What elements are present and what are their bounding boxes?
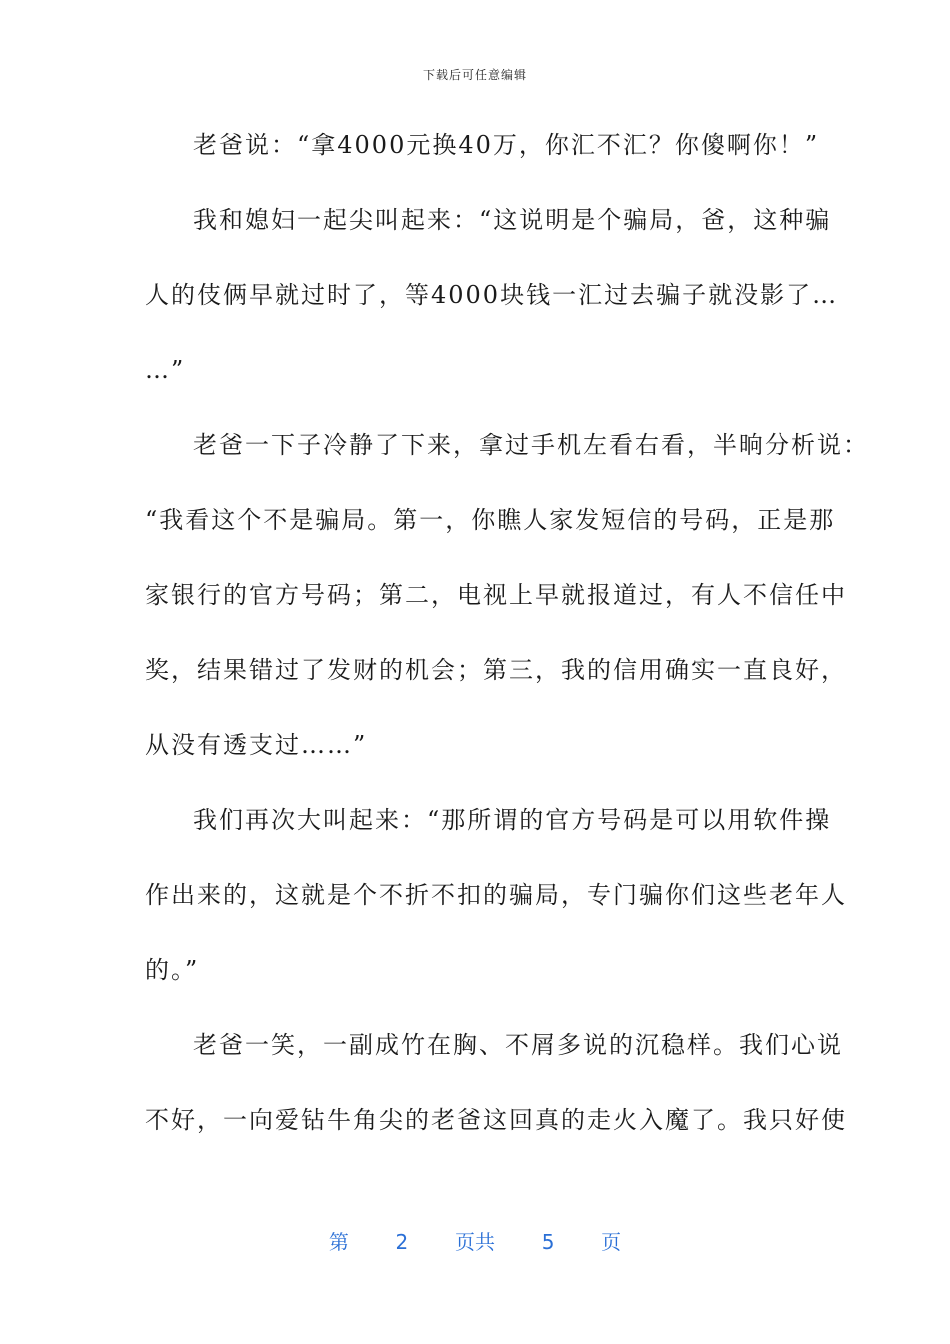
paragraph-line: 老爸说：“拿4000元换40万，你汇不汇？你傻啊你！” [193,131,820,159]
paragraph-line: 不好，一向爱钻牛角尖的老爸这回真的走火入魔了。我只好使 [145,1106,847,1134]
paragraph-line: 我和媳妇一起尖叫起来：“这说明是个骗局，爸，这种骗 [193,206,832,234]
paragraph-line: 作出来的，这就是个不折不扣的骗局，专门骗你们这些老年人 [145,881,847,909]
footer-middle: 页共 [455,1230,495,1254]
current-page-number: 2 [395,1230,409,1254]
page-number-footer [0,1226,950,1255]
paragraph-line: 的。” [145,956,200,984]
paragraph-line: 我们再次大叫起来：“那所谓的官方号码是可以用软件操 [193,806,832,834]
paragraph-line: 老爸一下子冷静了下来，拿过手机左看右看，半晌分析说： [193,431,869,459]
total-page-number: 5 [541,1230,555,1254]
page-header: 下载后可任意编辑 [422,68,527,82]
paragraph-line: …” [145,356,186,384]
paragraph-line: 人的伎俩早就过时了，等4000块钱一汇过去骗子就没影了… [145,281,839,309]
footer-suffix: 页 [601,1230,622,1254]
paragraph-line: 老爸一笑，一副成竹在胸、不屑多说的沉稳样。我们心说 [193,1031,843,1059]
footer-prefix: 第 [328,1230,349,1254]
paragraph-line: 从没有透支过……” [145,731,368,759]
document-body [145,127,869,1177]
paragraph-line: “我看这个不是骗局。第一，你瞧人家发短信的号码，正是那 [145,506,836,534]
paragraph-line: 奖，结果错过了发财的机会；第三，我的信用确实一直良好， [145,656,847,684]
paragraph-line: 家银行的官方号码；第二，电视上早就报道过，有人不信任中 [145,581,847,609]
